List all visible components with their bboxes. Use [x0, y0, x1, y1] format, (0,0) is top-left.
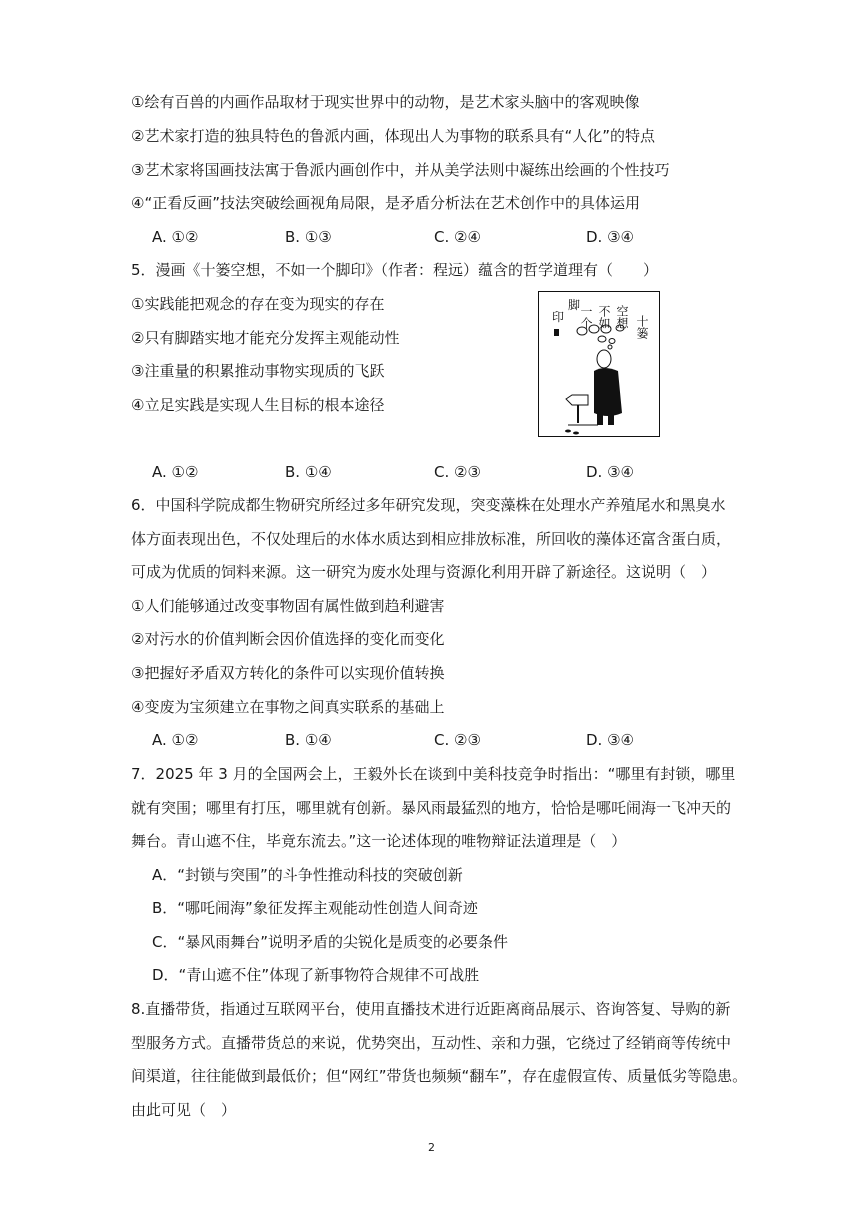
cartoon-text-col5: 十篓: [635, 315, 649, 339]
q7-option-b: B．“哪吒闹海”象征发挥主观能动性创造人间奇迹: [152, 899, 478, 917]
q5-option-b: B. ①④: [285, 463, 332, 481]
q8-stem-line-2: 型服务方式。直播带货总的来说，优势突出，互动性、亲和力强，它绕过了经销商等传统中: [131, 1034, 732, 1052]
q4-item-1: ①绘有百兽的内画作品取材于现实世界中的动物，是艺术家头脑中的客观映像: [131, 93, 640, 111]
page-number: 2: [428, 1141, 435, 1154]
cartoon-text-col3: 不如: [597, 305, 611, 329]
q6-item-4: ④变废为宝须建立在事物之间真实联系的基础上: [131, 698, 445, 716]
q4-option-b: B. ①③: [285, 228, 332, 246]
q5-item-1: ①实践能把观念的存在变为现实的存在: [131, 295, 385, 313]
q6-item-3: ③把握好矛盾双方转化的条件可以实现价值转换: [131, 664, 445, 682]
q6-item-1: ①人们能够通过改变事物固有属性做到趋利避害: [131, 597, 445, 615]
q6-option-a: A. ①②: [152, 731, 199, 749]
q7-option-d: D．“青山遮不住”体现了新事物符合规律不可战胜: [152, 966, 480, 984]
cartoon-text-col4: 空想: [615, 305, 629, 329]
q4-item-3: ③艺术家将国画技法寓于鲁派内画创作中，并从美学法则中凝练出绘画的个性技巧: [131, 161, 670, 179]
q4-option-a: A. ①②: [152, 228, 199, 246]
cartoon-image: [538, 291, 660, 437]
q5-item-2: ②只有脚踏实地才能充分发挥主观能动性: [131, 329, 400, 347]
footprint-mark: [554, 329, 559, 336]
q6-stem-line-2: 体方面表现出色，不仅处理后的水体水质达到相应排放标准，所回收的藻体还富含蛋白质，: [131, 530, 732, 548]
q6-stem-line-1: 6．中国科学院成都生物研究所经过多年研究发现，突变藻株在处理水产养殖尾水和黑臭水: [131, 496, 726, 514]
q6-option-b: B. ①④: [285, 731, 332, 749]
q8-stem-line-4: 由此可见（ ）: [131, 1101, 237, 1119]
q6-stem-line-3: 可成为优质的饲料来源。这一研究为废水处理与资源化利用开辟了新途径。这说明（ ）: [131, 563, 717, 581]
q5-item-3: ③注重量的积累推动事物实现质的飞跃: [131, 362, 385, 380]
q6-option-c: C. ②③: [434, 731, 481, 749]
q4-item-2: ②艺术家打造的独具特色的鲁派内画，体现出人为事物的联系具有“人化”的特点: [131, 127, 655, 145]
q7-stem-line-3: 舞台。青山遮不住，毕竟东流去。”这一论述体现的唯物辩证法道理是（ ）: [131, 832, 627, 850]
q8-stem-line-1: 8.直播带货，指通过互联网平台，使用直播技术进行近距离商品展示、咨询答复、导购的新: [131, 1000, 731, 1018]
q7-stem-line-2: 就有突围；哪里有打压，哪里就有创新。暴风雨最猛烈的地方，恰恰是哪吒闹海一飞冲天的: [131, 799, 732, 817]
cartoon-text-col1: 脚: [568, 298, 581, 312]
q5-option-c: C. ②③: [434, 463, 481, 481]
cartoon-text-print: 印: [552, 310, 565, 324]
q5-option-a: A. ①②: [152, 463, 199, 481]
q5-item-4: ④立足实践是实现人生目标的根本途径: [131, 396, 385, 414]
q5-option-d: D. ③④: [586, 463, 634, 481]
q6-item-2: ②对污水的价值判断会因价值选择的变化而变化: [131, 630, 445, 648]
q7-option-c: C．“暴风雨舞台”说明矛盾的尖锐化是质变的必要条件: [152, 933, 509, 951]
q5-stem: 5．漫画《十篓空想，不如一个脚印》（作者：程远）蕴含的哲学道理有（ ）: [131, 261, 659, 279]
q4-item-4: ④“正看反画”技法突破绘画视角局限，是矛盾分析法在艺术创作中的具体运用: [131, 194, 640, 212]
q6-option-d: D. ③④: [586, 731, 634, 749]
q7-stem-line-1: 7．2025 年 3 月的全国两会上，王毅外长在谈到中美科技竞争时指出：“哪里有封锁，哪里: [131, 765, 736, 783]
q7-option-a: A．“封锁与突围”的斗争性推动科技的突破创新: [152, 866, 463, 884]
q4-option-c: C. ②④: [434, 228, 481, 246]
q8-stem-line-3: 间渠道，往往能做到最低价；但“网红”带货也频频“翻车”，存在虚假宣传、质量低劣等隐患。: [131, 1067, 748, 1085]
q4-option-d: D. ③④: [586, 228, 634, 246]
cartoon-text-col2: 一个: [579, 305, 593, 329]
